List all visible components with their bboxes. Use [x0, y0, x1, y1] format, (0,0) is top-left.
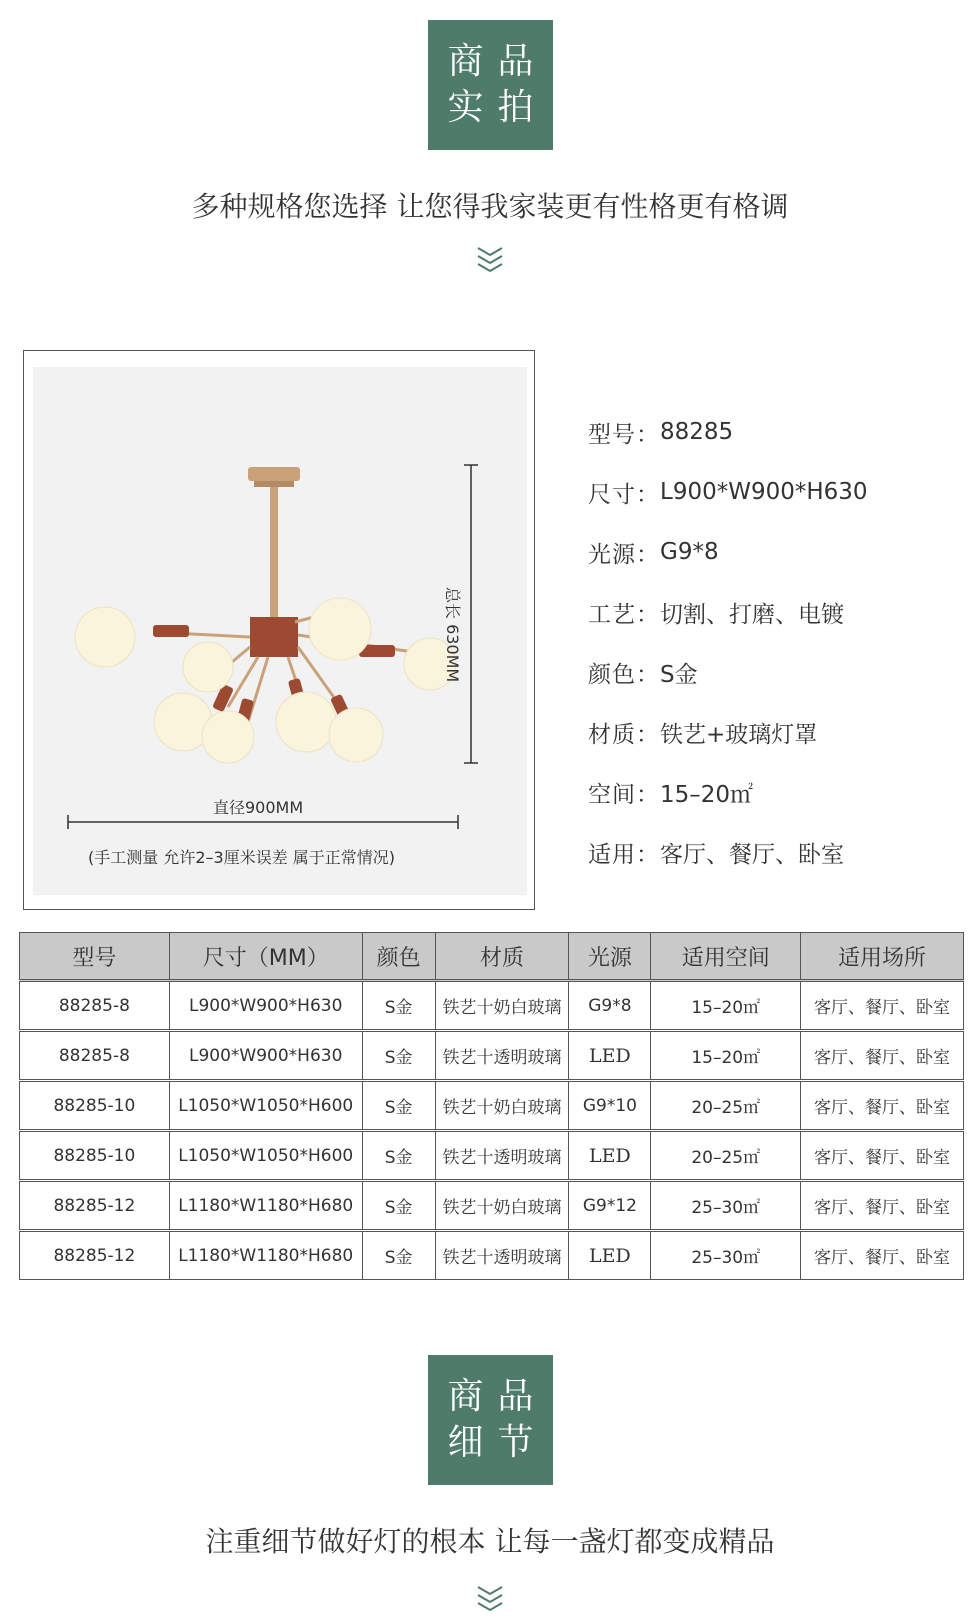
spec-table	[19, 932, 964, 1280]
header-light-source: 光源	[569, 933, 651, 981]
cell-light-source: G9*8	[569, 981, 651, 1031]
cell-size: L900*W900*H630	[169, 981, 362, 1031]
table-row	[20, 1231, 964, 1280]
header-usage: 适用场所	[801, 933, 964, 981]
cell-material: 铁艺十透明玻璃	[435, 1231, 569, 1280]
cell-material: 铁艺十奶白玻璃	[435, 1081, 569, 1131]
cell-space: 15–20㎡	[651, 981, 801, 1031]
cell-color: S金	[362, 1131, 435, 1181]
product-photo	[33, 367, 527, 895]
diameter-label: 直径900MM	[213, 798, 304, 817]
badge-line2: 实拍	[447, 87, 548, 128]
header-size: 尺寸（MM）	[169, 933, 362, 981]
cell-size: L1180*W1180*H680	[169, 1231, 362, 1280]
header-material: 材质	[435, 933, 569, 981]
cell-material: 铁艺十透明玻璃	[435, 1031, 569, 1081]
cell-material: 铁艺十透明玻璃	[435, 1131, 569, 1181]
cell-size: L900*W900*H630	[169, 1031, 362, 1081]
header-color: 颜色	[362, 933, 435, 981]
cell-color: S金	[362, 981, 435, 1031]
cell-model: 88285-8	[20, 1031, 170, 1081]
cell-material: 铁艺十奶白玻璃	[435, 1181, 569, 1231]
cell-size: L1180*W1180*H680	[169, 1181, 362, 1231]
spec-craft: 工艺： 切割、打磨、电镀	[588, 601, 844, 628]
table-row	[20, 981, 964, 1031]
spec-light-source: 光源： G9*8	[588, 539, 719, 568]
section-badge-photos	[428, 20, 553, 150]
cell-usage: 客厅、餐厅、卧室	[801, 1131, 964, 1181]
badge-line1: 商品	[447, 41, 548, 82]
cell-space: 15–20㎡	[651, 1031, 801, 1081]
cell-light-source: LED	[569, 1231, 651, 1280]
cell-usage: 客厅、餐厅、卧室	[801, 1081, 964, 1131]
chevron-down-icon	[475, 1584, 505, 1614]
section1-tagline: 多种规格您选择 让您得我家装更有性格更有格调	[191, 190, 789, 223]
cell-color: S金	[362, 1031, 435, 1081]
cell-model: 88285-10	[20, 1131, 170, 1181]
badge-line2: 细节	[447, 1422, 548, 1463]
spec-space: 空间： 15–20㎡	[588, 781, 754, 808]
cell-color: S金	[362, 1081, 435, 1131]
cell-color: S金	[362, 1181, 435, 1231]
chevron-down-icon	[475, 245, 505, 275]
cell-color: S金	[362, 1231, 435, 1280]
spec-color: 颜色： S金	[588, 661, 698, 688]
cell-material: 铁艺十奶白玻璃	[435, 981, 569, 1031]
badge-line1: 商品	[447, 1376, 548, 1417]
cell-space: 20–25㎡	[651, 1131, 801, 1181]
table-row	[20, 1181, 964, 1231]
spec-usage: 适用： 客厅、餐厅、卧室	[588, 841, 844, 868]
cell-light-source: G9*10	[569, 1081, 651, 1131]
spec-size: 尺寸： L900*W900*H630	[588, 479, 868, 508]
table-row	[20, 1031, 964, 1081]
height-label: 总长 630MM	[443, 587, 462, 683]
cell-usage: 客厅、餐厅、卧室	[801, 1031, 964, 1081]
cell-light-source: LED	[569, 1031, 651, 1081]
cell-model: 88285-12	[20, 1181, 170, 1231]
cell-usage: 客厅、餐厅、卧室	[801, 1231, 964, 1280]
table-row	[20, 1131, 964, 1181]
measurement-note: (手工测量 允许2–3厘米误差 属于正常情况)	[88, 848, 396, 867]
table-header-row	[20, 933, 964, 981]
spec-list	[588, 402, 868, 882]
cell-size: L1050*W1050*H600	[169, 1131, 362, 1181]
header-model: 型号	[20, 933, 170, 981]
cell-light-source: LED	[569, 1131, 651, 1181]
header-space: 适用空间	[651, 933, 801, 981]
cell-space: 25–30㎡	[651, 1181, 801, 1231]
cell-light-source: G9*12	[569, 1181, 651, 1231]
cell-model: 88285-10	[20, 1081, 170, 1131]
cell-model: 88285-12	[20, 1231, 170, 1280]
product-photo-frame	[23, 350, 535, 910]
section2-tagline: 注重细节做好灯的根本 让每一盏灯都变成精品	[205, 1525, 775, 1558]
spec-material: 材质： 铁艺+玻璃灯罩	[588, 721, 818, 748]
table-row	[20, 1081, 964, 1131]
cell-space: 20–25㎡	[651, 1081, 801, 1131]
cell-space: 25–30㎡	[651, 1231, 801, 1280]
cell-size: L1050*W1050*H600	[169, 1081, 362, 1131]
section-badge-details	[428, 1355, 553, 1485]
cell-usage: 客厅、餐厅、卧室	[801, 981, 964, 1031]
spec-model: 型号： 88285	[588, 419, 734, 448]
cell-model: 88285-8	[20, 981, 170, 1031]
cell-usage: 客厅、餐厅、卧室	[801, 1181, 964, 1231]
